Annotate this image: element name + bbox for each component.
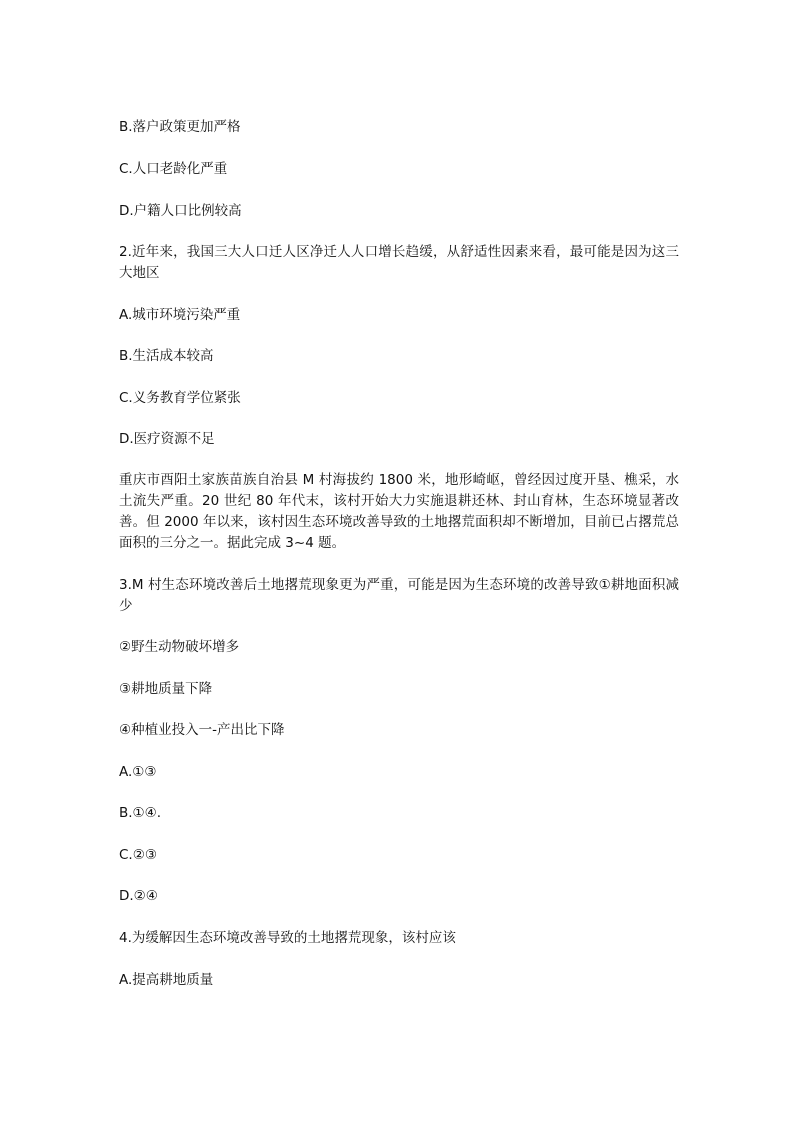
option-b: B.落户政策更加严格 bbox=[119, 119, 241, 135]
option-b: B.①④. bbox=[119, 805, 162, 821]
option-c: C.人口老龄化严重 bbox=[119, 161, 228, 177]
question-4: 4.为缓解因生态环境改善导致的土地撂荒现象，该村应该 bbox=[119, 930, 456, 946]
reading-passage: 重庆市酉阳土家族苗族自治县 M 村海拔约 1800 米，地形崎岖，曾经因过度开垦、樵采，水土流失严重。20 世纪 80 年代末，该村开始大力实施退耕还林、封山育林，生态环境显著改善。但 2000 年以来，该村因生态环境改善导致的土地撂荒面积却不断增加，目前已占撂荒总面积的三分之一。据此完成 3~4 题。 bbox=[119, 472, 679, 551]
option-d: D.医疗资源不足 bbox=[119, 431, 215, 447]
option-a: A.提高耕地质量 bbox=[119, 972, 214, 988]
statement-3: ③耕地质量下降 bbox=[119, 681, 213, 697]
option-c: C.义务教育学位紧张 bbox=[119, 390, 241, 406]
statement-4: ④种植业投入一-产出比下降 bbox=[119, 722, 285, 738]
option-a: A.城市环境污染严重 bbox=[119, 307, 241, 323]
option-d: D.②④ bbox=[119, 888, 158, 904]
option-b: B.生活成本较高 bbox=[119, 348, 214, 364]
question-3: 3.M 村生态环境改善后土地撂荒现象更为严重，可能是因为生态环境的改善导致①耕地面积减少 bbox=[119, 577, 679, 614]
option-a: A.①③ bbox=[119, 764, 157, 780]
question-2: 2.近年来，我国三大人口迁人区净迁人人口增长趋缓，从舒适性因素来看，最可能是因为这三大地区 bbox=[119, 244, 679, 281]
statement-2: ②野生动物破坏增多 bbox=[119, 639, 240, 655]
option-c: C.②③ bbox=[119, 847, 157, 863]
option-d: D.户籍人口比例较高 bbox=[119, 203, 242, 219]
